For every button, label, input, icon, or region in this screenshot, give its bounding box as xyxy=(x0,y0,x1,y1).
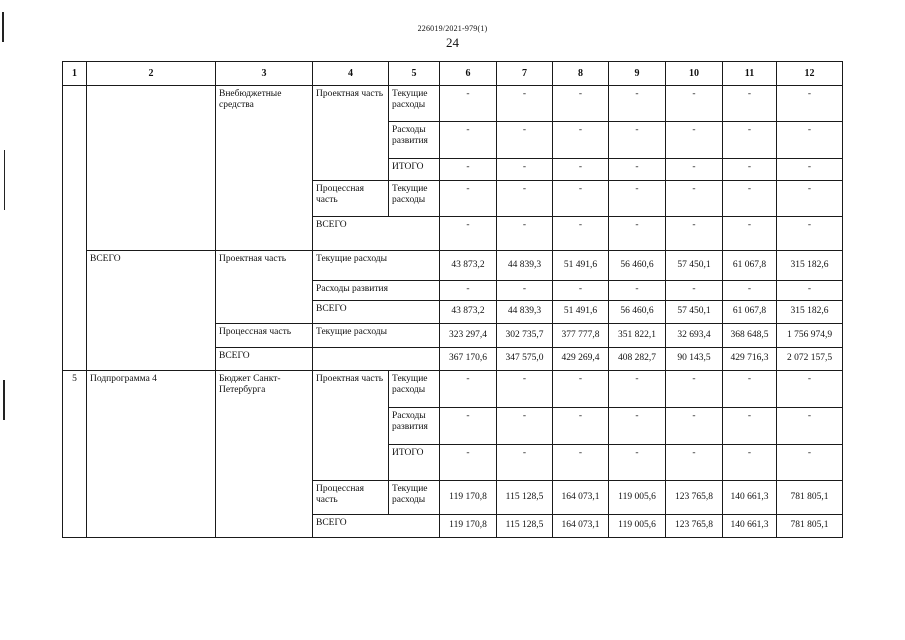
value-cell: 1 756 974,9 xyxy=(777,324,843,348)
value-cell: - xyxy=(440,281,497,301)
part-cell: Проектная часть xyxy=(216,251,313,324)
value-cell: - xyxy=(723,371,777,408)
value-cell: - xyxy=(440,371,497,408)
value-cell: - xyxy=(666,445,723,481)
value-cell: - xyxy=(666,371,723,408)
part-cell: Процессная часть xyxy=(313,481,389,515)
value-cell: - xyxy=(723,408,777,445)
value-cell: 44 839,3 xyxy=(497,301,553,324)
table-row xyxy=(63,86,843,122)
header-row xyxy=(63,62,843,86)
value-cell: - xyxy=(666,408,723,445)
row-number-cell: 5 xyxy=(63,371,87,538)
value-cell: - xyxy=(609,159,666,181)
value-cell: - xyxy=(666,122,723,159)
value-cell: - xyxy=(440,217,497,251)
value-cell: - xyxy=(440,122,497,159)
part-cell: Проектная часть xyxy=(313,371,389,481)
value-cell: 429 269,4 xyxy=(553,348,609,371)
value-cell: 429 716,3 xyxy=(723,348,777,371)
value-cell: 51 491,6 xyxy=(553,251,609,281)
value-cell: 61 067,8 xyxy=(723,251,777,281)
value-cell: 119 170,8 xyxy=(440,481,497,515)
value-cell: - xyxy=(777,371,843,408)
value-cell: - xyxy=(723,181,777,217)
col-header: 5 xyxy=(389,62,440,86)
value-cell: 302 735,7 xyxy=(497,324,553,348)
expense-type-cell: Текущие расходы xyxy=(313,251,440,281)
value-cell: - xyxy=(497,281,553,301)
col-header: 4 xyxy=(313,62,389,86)
funding-source-cell: Внебюджетные средства xyxy=(216,86,313,251)
value-cell: 90 143,5 xyxy=(666,348,723,371)
expense-type-cell: Текущие расходы xyxy=(389,481,440,515)
value-cell: - xyxy=(440,445,497,481)
value-cell: 115 128,5 xyxy=(497,481,553,515)
value-cell: 43 873,2 xyxy=(440,301,497,324)
value-cell: 119 170,8 xyxy=(440,515,497,538)
value-cell: 347 575,0 xyxy=(497,348,553,371)
value-cell: - xyxy=(777,217,843,251)
value-cell: - xyxy=(553,159,609,181)
col-header: 7 xyxy=(497,62,553,86)
value-cell: - xyxy=(609,408,666,445)
value-cell: - xyxy=(497,408,553,445)
value-cell: - xyxy=(553,217,609,251)
document-number: 226019/2021-979(1) xyxy=(417,24,488,33)
value-cell: - xyxy=(497,217,553,251)
value-cell: - xyxy=(497,86,553,122)
value-cell: 315 182,6 xyxy=(777,251,843,281)
program-cell: ВСЕГО xyxy=(87,251,216,371)
col-header: 12 xyxy=(777,62,843,86)
value-cell: - xyxy=(609,122,666,159)
value-cell: 781 805,1 xyxy=(777,481,843,515)
value-cell: 119 005,6 xyxy=(609,515,666,538)
expense-type-cell: Текущие расходы xyxy=(389,86,440,122)
value-cell: - xyxy=(723,86,777,122)
value-cell: - xyxy=(497,371,553,408)
value-cell: - xyxy=(497,181,553,217)
scan-edge-mark xyxy=(2,12,4,42)
value-cell: - xyxy=(723,445,777,481)
value-cell: - xyxy=(777,181,843,217)
value-cell: - xyxy=(609,86,666,122)
value-cell: 164 073,1 xyxy=(553,515,609,538)
value-cell: 56 460,6 xyxy=(609,251,666,281)
value-cell: 781 805,1 xyxy=(777,515,843,538)
value-cell: - xyxy=(609,181,666,217)
value-cell: - xyxy=(553,86,609,122)
value-cell: - xyxy=(440,86,497,122)
value-cell: 123 765,8 xyxy=(666,481,723,515)
scan-edge-mark xyxy=(4,150,5,210)
expense-type-cell: Текущие расходы xyxy=(313,324,440,348)
value-cell: 140 661,3 xyxy=(723,515,777,538)
value-cell: - xyxy=(666,217,723,251)
expense-type-cell: ИТОГО xyxy=(389,159,440,181)
value-cell: 323 297,4 xyxy=(440,324,497,348)
table-row xyxy=(63,371,843,408)
program-cell xyxy=(87,86,216,251)
value-cell: - xyxy=(440,408,497,445)
part-cell: ВСЕГО xyxy=(216,348,313,371)
col-header: 11 xyxy=(723,62,777,86)
funding-source-cell: Бюджет Санкт-Петербурга xyxy=(216,371,313,538)
part-cell: Проектная часть xyxy=(313,86,389,181)
value-cell: 56 460,6 xyxy=(609,301,666,324)
scan-edge-mark xyxy=(3,380,5,420)
value-cell: - xyxy=(777,122,843,159)
value-cell: 2 072 157,5 xyxy=(777,348,843,371)
value-cell: 57 450,1 xyxy=(666,251,723,281)
value-cell: 140 661,3 xyxy=(723,481,777,515)
value-cell: - xyxy=(609,371,666,408)
col-header: 8 xyxy=(553,62,609,86)
program-cell: Подпрограмма 4 xyxy=(87,371,216,538)
value-cell: 351 822,1 xyxy=(609,324,666,348)
value-cell: - xyxy=(666,281,723,301)
value-cell: - xyxy=(777,281,843,301)
value-cell: - xyxy=(777,408,843,445)
value-cell: - xyxy=(609,217,666,251)
value-cell: 123 765,8 xyxy=(666,515,723,538)
value-cell: - xyxy=(666,86,723,122)
total-label-cell: ВСЕГО xyxy=(313,301,440,324)
col-header: 1 xyxy=(63,62,87,86)
value-cell: - xyxy=(609,281,666,301)
col-header: 9 xyxy=(609,62,666,86)
budget-table xyxy=(62,61,843,538)
expense-type-cell: Текущие расходы xyxy=(389,371,440,408)
value-cell: 377 777,8 xyxy=(553,324,609,348)
value-cell: - xyxy=(723,159,777,181)
page-number: 24 xyxy=(446,35,459,50)
value-cell: - xyxy=(666,181,723,217)
value-cell: - xyxy=(497,122,553,159)
total-label-cell: ВСЕГО xyxy=(313,217,440,251)
value-cell: - xyxy=(497,445,553,481)
value-cell: - xyxy=(440,159,497,181)
value-cell: 115 128,5 xyxy=(497,515,553,538)
value-cell: 368 648,5 xyxy=(723,324,777,348)
value-cell: - xyxy=(723,122,777,159)
value-cell: - xyxy=(553,445,609,481)
row-number-cell xyxy=(63,86,87,371)
value-cell: 119 005,6 xyxy=(609,481,666,515)
col-header: 2 xyxy=(87,62,216,86)
value-cell: - xyxy=(440,181,497,217)
expense-type-cell: Расходы развития xyxy=(389,122,440,159)
value-cell: - xyxy=(553,281,609,301)
value-cell: 315 182,6 xyxy=(777,301,843,324)
col-header: 3 xyxy=(216,62,313,86)
expense-type-cell: Расходы развития xyxy=(389,408,440,445)
col-header: 10 xyxy=(666,62,723,86)
value-cell: 367 170,6 xyxy=(440,348,497,371)
value-cell: 44 839,3 xyxy=(497,251,553,281)
value-cell: 408 282,7 xyxy=(609,348,666,371)
value-cell: 32 693,4 xyxy=(666,324,723,348)
value-cell: - xyxy=(553,408,609,445)
table-row xyxy=(63,251,843,281)
value-cell: - xyxy=(497,159,553,181)
value-cell: - xyxy=(553,181,609,217)
expense-type-cell: ИТОГО xyxy=(389,445,440,481)
expense-type-cell: Текущие расходы xyxy=(389,181,440,217)
part-cell: Процессная часть xyxy=(313,181,389,217)
value-cell: 57 450,1 xyxy=(666,301,723,324)
value-cell: 61 067,8 xyxy=(723,301,777,324)
value-cell: - xyxy=(777,86,843,122)
part-cell: Процессная часть xyxy=(216,324,313,348)
value-cell: - xyxy=(723,281,777,301)
col-header: 6 xyxy=(440,62,497,86)
value-cell: - xyxy=(777,445,843,481)
value-cell: 43 873,2 xyxy=(440,251,497,281)
value-cell: - xyxy=(666,159,723,181)
value-cell: - xyxy=(553,122,609,159)
expense-type-cell: Расходы развития xyxy=(313,281,440,301)
empty-cell xyxy=(313,348,440,371)
total-label-cell: ВСЕГО xyxy=(313,515,440,538)
value-cell: - xyxy=(777,159,843,181)
value-cell: - xyxy=(723,217,777,251)
value-cell: 51 491,6 xyxy=(553,301,609,324)
value-cell: 164 073,1 xyxy=(553,481,609,515)
value-cell: - xyxy=(609,445,666,481)
value-cell: - xyxy=(553,371,609,408)
